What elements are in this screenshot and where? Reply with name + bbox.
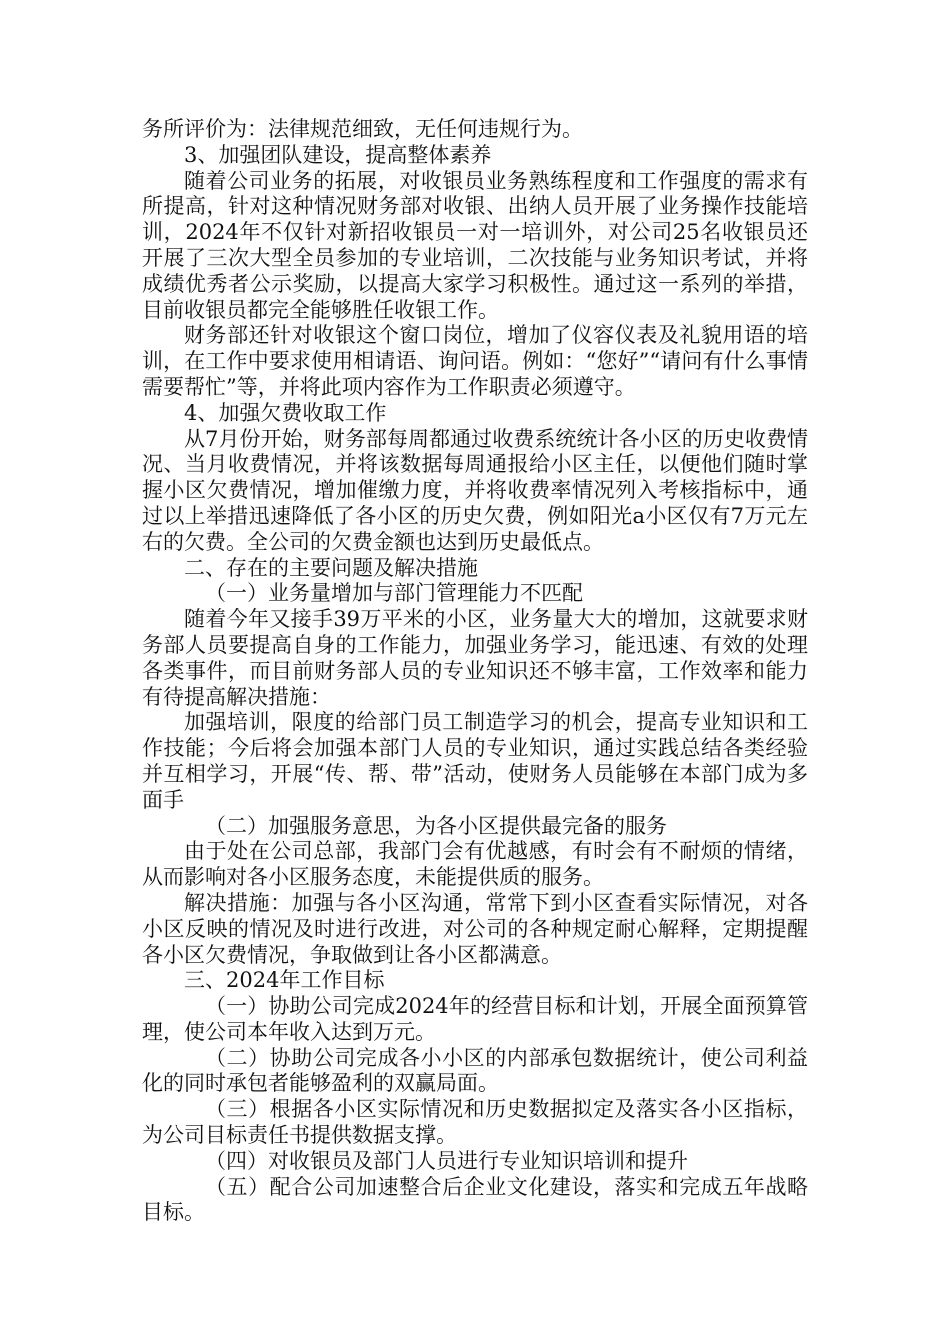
section-heading-arrears: 4、加强欠费收取工作	[184, 400, 387, 425]
goal-item-5: （五）配合公司加速整合后企业文化建设，落实和完成五年战略目标。	[142, 1174, 808, 1225]
paragraph-workload: 随着今年又接手39万平米的小区，业务量大大的增加，这就要求财务部人员要提高自身的工作能力，加强业务学习，能迅速、有效的处理各类事件，而目前财务部人员的专业知识还不够丰富，工作效率和能力有待提高解决措施：	[142, 607, 808, 709]
subheading-workload: （一）业务量增加与部门管理能力不匹配	[205, 581, 583, 606]
section-heading-goals: 三、2024年工作目标	[184, 968, 385, 993]
paragraph-cashier-training: 随着公司业务的拓展，对收银员业务熟练程度和工作强度的需求有所提高，针对这种情况财务部对收银、出纳人员开展了业务操作技能培训，2024年不仅针对新招收银员一对一培训外，对公司25名收银员还开展了三次大型全员参加的专业培训，二次技能与业务知识考试，并将成绩优秀者公示奖励，以提高大家学习积极性。通过这一系列的举措，目前收银员都完全能够胜任收银工作。	[142, 168, 808, 322]
document-body	[142, 117, 808, 1226]
subheading-service: （二）加强服务意思，为各小区提供最完备的服务	[205, 813, 667, 838]
paragraph-service-measures: 解决措施：加强与各小区沟通，常常下到小区查看实际情况，对各小区反映的情况及时进行改进，对公司的各种规定耐心解释，定期提醒各小区欠费情况，争取做到让各小区都满意。	[142, 890, 808, 967]
paragraph-arrears-collection: 从7月份开始，财务部每周都通过收费系统统计各小区的历史收费情况、当月收费情况，并将该数据每周通报给小区主任，以便他们随时掌握小区欠费情况，增加催缴力度，并将收费率情况列入考核指标中，通过以上举措迅速降低了各小区的历史欠费，例如阳光a小区仅有7万元左右的欠费。全公司的欠费金额也达到历史最低点。	[142, 426, 808, 554]
paragraph-training-measures: 加强培训，限度的给部门员工制造学习的机会，提高专业知识和工作技能；今后将会加强本部门人员的专业知识，通过实践总结各类经验并互相学习，开展“传、帮、带”活动，使财务人员能够在本部门成为多面手	[142, 710, 808, 812]
paragraph-continuation: 务所评价为：法律规范细致，无任何违规行为。	[142, 117, 583, 141]
section-heading-team-building: 3、加强团队建设，提高整体素养	[184, 142, 492, 167]
goal-item-2: （二）协助公司完成各小小区的内部承包数据统计，使公司利益化的同时承包者能够盈利的双赢局面。	[142, 1045, 808, 1096]
goal-item-4: （四）对收银员及部门人员进行专业知识培训和提升	[205, 1148, 688, 1173]
goal-item-3: （三）根据各小区实际情况和历史数据拟定及落实各小区指标，为公司目标责任书提供数据支撑。	[142, 1097, 808, 1148]
paragraph-etiquette-training: 财务部还针对收银这个窗口岗位，增加了仪容仪表及礼貌用语的培训，在工作中要求使用相请语、询问语。例如：“您好”“请问有什么事情需要帮忙”等，并将此项内容作为工作职责必须遵守。	[142, 323, 808, 399]
goal-item-1: （一）协助公司完成2024年的经营目标和计划，开展全面预算管理，使公司本年收入达到万元。	[142, 994, 808, 1044]
paragraph-service-issue: 由于处在公司总部，我部门会有优越感，有时会有不耐烦的情绪，从而影响对各小区服务态度，未能提供质的服务。	[142, 839, 808, 890]
section-heading-problems: 二、存在的主要问题及解决措施	[184, 555, 478, 580]
